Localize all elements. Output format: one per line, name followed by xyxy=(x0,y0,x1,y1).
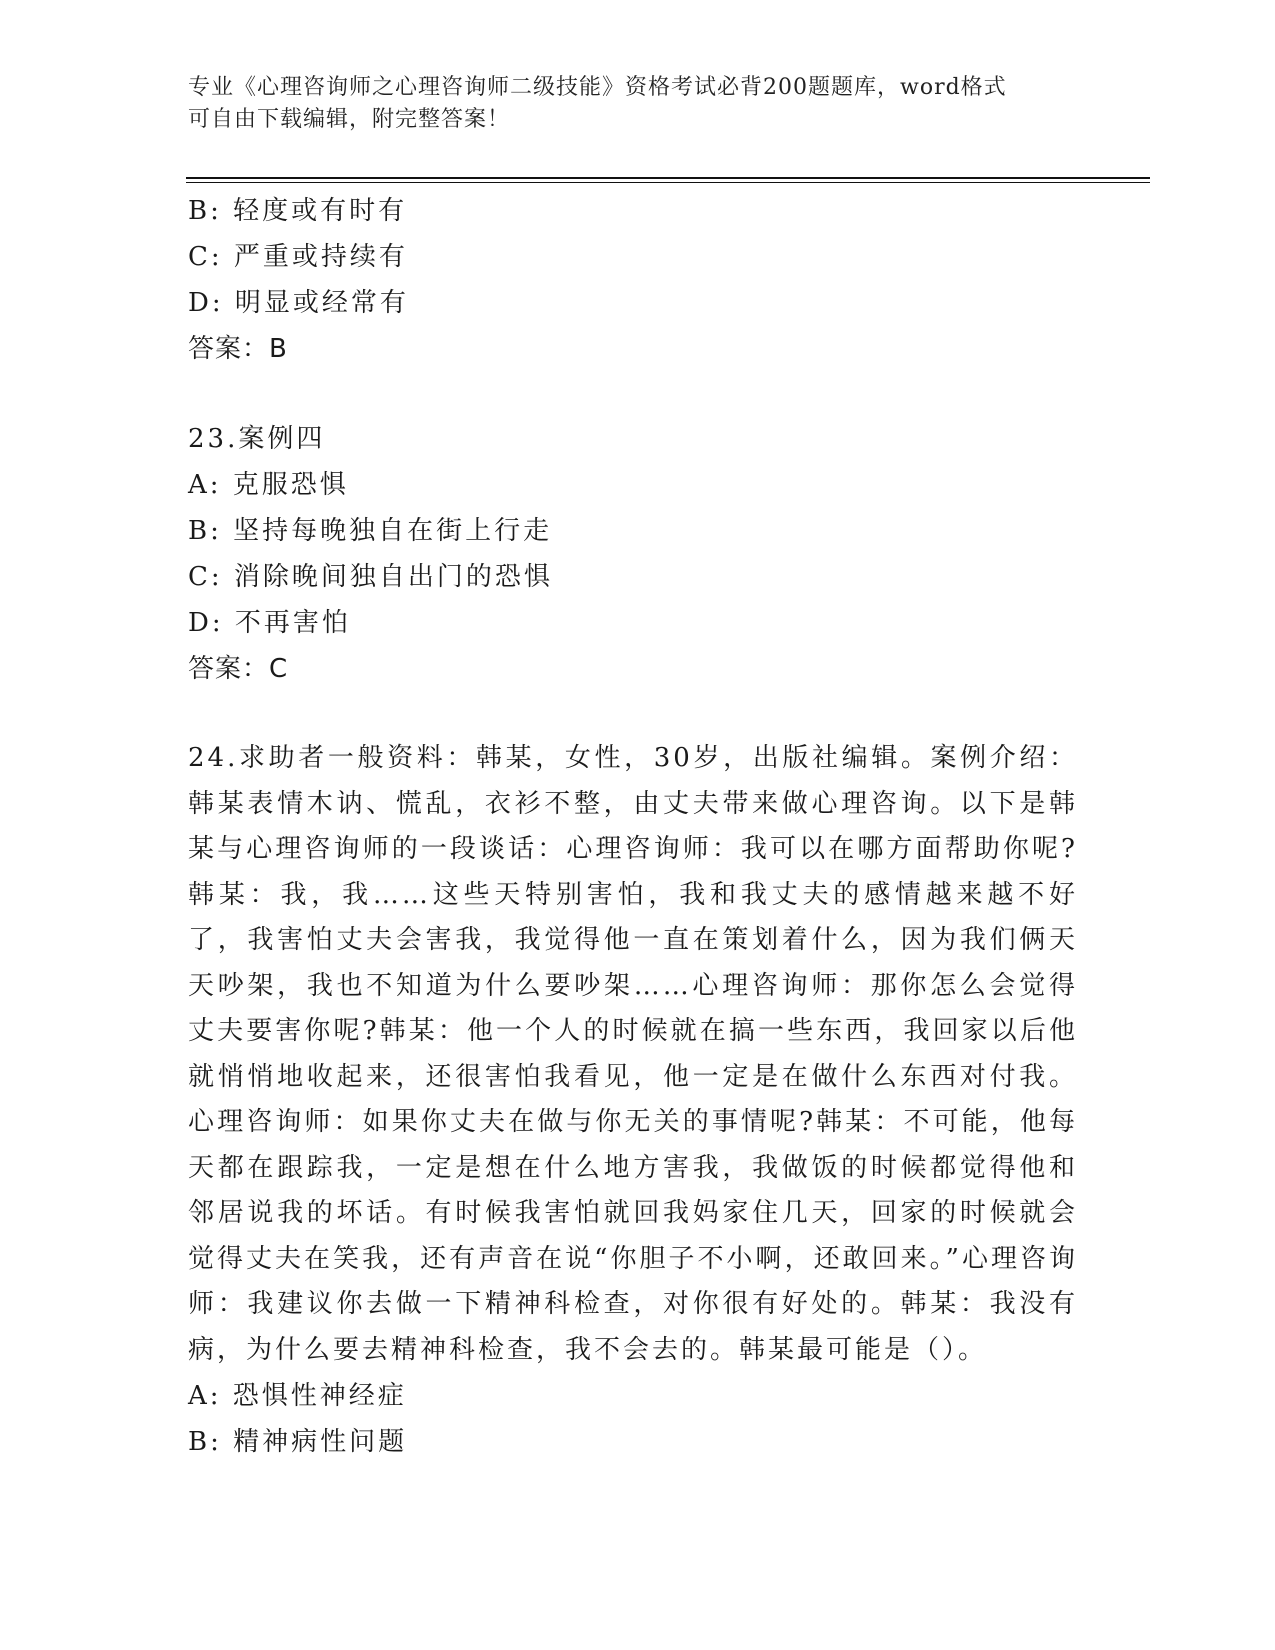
q23-option-c: C: 消除晚间独自出门的恐惧 xyxy=(188,562,553,592)
q23-question: 23.案例四 xyxy=(188,424,326,454)
q23-answer: 答案：C xyxy=(188,654,289,684)
header-line-2: 可自由下载编辑，附完整答案！ xyxy=(188,107,511,132)
q24-question: 24.求助者一般资料：韩某，女性，30岁，出版社编辑。案例介绍：韩某表情木讷、慌乱，衣衫不整，由丈夫带来做心理咨询。以下是韩某与心理咨询师的一段谈话：心理咨询师：我可以在哪方面帮助你呢?韩某：我，我……这些天特别害怕，我和我丈夫的感情越来越不好了，我害怕丈夫会害我，我觉得他一直在策划着什么，因为我们俩天天吵架，我也不知道为什么要吵架……心理咨询师：那你怎么会觉得丈夫要害你呢?韩某：他一个人的时候就在搞一些东西，我回家以后他就悄悄地收起来，还很害怕我看见，他一定是在做什么东西对付我。心理咨询师：如果你丈夫在做与你无关的事情呢?韩某：不可能，他每天都在跟踪我，一定是想在什么地方害我，我做饭的时候都觉得他和邻居说我的坏话。有时候我害怕就回我妈家住几天，回家的时候就会觉得丈夫在笑我，还有声音在说“你胆子不小啊，还敢回来。”心理咨询师：我建议你去做一下精神科检查，对你很有好处的。韩某：我没有病，为什么要去精神科检查，我不会去的。韩某最可能是（）。 xyxy=(188,743,1078,1365)
q23-option-d: D: 不再害怕 xyxy=(188,608,351,638)
spacer xyxy=(188,692,1078,736)
page-header xyxy=(188,72,1088,136)
spacer xyxy=(188,372,1078,416)
q22-option-d: D: 明显或经常有 xyxy=(188,288,409,318)
question-24-block xyxy=(188,736,1078,1465)
header-divider xyxy=(186,177,1150,179)
question-22-block xyxy=(188,188,1078,372)
q23-option-b: B: 坚持每晚独自在街上行走 xyxy=(188,516,553,546)
header-line-1: 专业《心理咨询师之心理咨询师二级技能》资格考试必背200题题库，word格式 xyxy=(188,75,1007,100)
q22-answer: 答案：B xyxy=(188,334,288,364)
q23-option-a: A: 克服恐惧 xyxy=(188,470,349,500)
question-23-block xyxy=(188,416,1078,692)
q22-option-c: C: 严重或持续有 xyxy=(188,242,408,272)
q24-option-a: A: 恐惧性神经症 xyxy=(188,1381,407,1411)
document-body xyxy=(188,188,1078,1465)
q22-option-b: B: 轻度或有时有 xyxy=(188,196,408,226)
q24-option-b: B: 精神病性问题 xyxy=(188,1427,408,1457)
